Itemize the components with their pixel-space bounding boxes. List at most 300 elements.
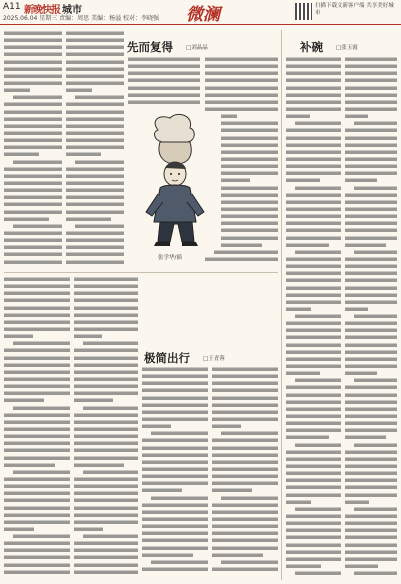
text-line [128, 77, 200, 84]
text-line [345, 299, 397, 306]
text-line [66, 37, 124, 44]
text-line [212, 473, 278, 480]
article-title-2: 补碗 [300, 40, 323, 54]
text-line [74, 526, 103, 533]
text-line [286, 499, 311, 506]
text-line [4, 412, 70, 419]
text-line [286, 549, 341, 556]
text-line [345, 392, 397, 399]
text-line [286, 384, 341, 391]
qr-code-icon [295, 3, 312, 20]
text-line [4, 297, 70, 304]
text-line [74, 312, 138, 319]
text-line [142, 366, 208, 373]
text-line [66, 144, 124, 151]
text-line [4, 312, 70, 319]
article-3-column-1 [4, 276, 70, 578]
text-line [4, 66, 62, 73]
text-line [212, 509, 278, 516]
text-line [345, 463, 397, 470]
text-line [221, 495, 278, 502]
text-line [4, 305, 70, 312]
text-line [74, 440, 138, 447]
text-line [142, 487, 182, 494]
text-line [66, 51, 124, 58]
text-line [74, 455, 138, 462]
text-line [345, 420, 397, 427]
article-3-column-4 [212, 366, 278, 578]
text-line [4, 526, 34, 533]
text-line [142, 552, 193, 559]
text-line [142, 423, 171, 430]
text-line [4, 116, 62, 123]
text-line [212, 373, 278, 380]
text-line [74, 390, 138, 397]
text-line [345, 306, 368, 313]
text-line [66, 80, 124, 87]
text-line [142, 452, 208, 459]
text-line [286, 56, 341, 63]
text-line [74, 355, 138, 362]
text-line [212, 516, 278, 523]
article-title-1: 先而复得 [127, 40, 173, 54]
text-line [345, 456, 397, 463]
article-1-column-1 [4, 30, 62, 268]
text-line [66, 59, 124, 66]
text-line [4, 151, 39, 158]
text-line [345, 370, 377, 377]
text-line [212, 502, 278, 509]
text-line [66, 151, 101, 158]
text-line [75, 159, 124, 166]
text-line [142, 395, 208, 402]
text-line [345, 527, 397, 534]
text-line [295, 185, 341, 192]
text-line [13, 340, 70, 347]
text-line [66, 230, 124, 237]
text-line [4, 109, 62, 116]
text-line [4, 80, 62, 87]
text-line [4, 519, 70, 526]
text-line [74, 397, 113, 404]
text-line [286, 463, 341, 470]
text-line [286, 399, 341, 406]
text-line [142, 480, 208, 487]
article-author-2: □张玉霞 [336, 45, 358, 51]
text-line [205, 99, 278, 106]
text-line [212, 459, 278, 466]
text-line [4, 369, 70, 376]
text-line [354, 249, 397, 256]
text-line [286, 70, 341, 77]
text-line [286, 170, 341, 177]
text-line [345, 292, 397, 299]
text-line [345, 384, 397, 391]
text-line [142, 380, 208, 387]
text-line [74, 290, 138, 297]
text-line [4, 283, 70, 290]
text-line [295, 570, 341, 577]
text-line [214, 185, 278, 192]
text-line [345, 70, 397, 77]
text-line [345, 135, 397, 142]
text-line [66, 87, 92, 94]
article-1-column-3 [128, 56, 200, 108]
text-line [4, 540, 70, 547]
text-line [286, 206, 341, 213]
text-line [205, 85, 278, 92]
text-line [212, 452, 278, 459]
text-line [286, 334, 341, 341]
text-line [66, 244, 124, 251]
text-line [345, 349, 397, 356]
text-line [13, 405, 70, 412]
text-line [142, 566, 208, 573]
text-line [4, 562, 70, 569]
text-line [205, 56, 278, 63]
text-line [4, 569, 70, 576]
text-line [286, 227, 341, 234]
text-line [345, 449, 397, 456]
text-line [66, 180, 124, 187]
text-line [345, 199, 397, 206]
text-line [205, 92, 278, 99]
text-line [286, 456, 341, 463]
text-line [345, 492, 397, 499]
text-line [345, 556, 397, 563]
text-line [345, 220, 397, 227]
text-line [212, 445, 278, 452]
text-line [4, 51, 62, 58]
text-line [286, 92, 341, 99]
text-line [345, 270, 397, 277]
text-line [286, 434, 329, 441]
text-line [286, 156, 341, 163]
text-line [345, 170, 397, 177]
text-line [66, 123, 124, 130]
text-line [286, 292, 341, 299]
text-line [345, 542, 397, 549]
text-line [74, 297, 138, 304]
text-line [74, 326, 138, 333]
text-line [345, 413, 397, 420]
text-line [4, 187, 62, 194]
text-line [345, 206, 397, 213]
text-line [286, 370, 320, 377]
text-line [4, 180, 62, 187]
text-line [212, 395, 278, 402]
text-line [4, 383, 70, 390]
text-line [354, 185, 397, 192]
text-line [4, 276, 70, 283]
text-line [4, 137, 62, 144]
text-line [286, 263, 341, 270]
text-line [345, 92, 397, 99]
text-line [212, 416, 278, 423]
text-line [345, 256, 397, 263]
text-line [345, 277, 397, 284]
column-name: 微澜 [186, 5, 220, 25]
text-line [295, 313, 341, 320]
text-line [354, 313, 397, 320]
text-line [286, 163, 341, 170]
text-line [142, 373, 208, 380]
text-line [295, 120, 341, 127]
text-line [66, 66, 124, 73]
text-line [151, 559, 208, 566]
text-line [345, 406, 397, 413]
text-line [345, 520, 397, 527]
text-line [13, 223, 62, 230]
text-line [345, 285, 397, 292]
text-line [286, 270, 341, 277]
scan-prompt: 扫描下载文新客户端 共享美好城市 [315, 3, 394, 16]
text-line [286, 106, 341, 113]
text-line [286, 299, 341, 306]
text-line [4, 319, 70, 326]
text-line [74, 569, 138, 576]
text-line [345, 363, 397, 370]
text-line [4, 173, 62, 180]
text-line [205, 256, 278, 263]
text-line [4, 201, 62, 208]
text-line [286, 342, 341, 349]
text-line [345, 149, 397, 156]
text-line [4, 59, 62, 66]
text-line [286, 85, 341, 92]
text-line [4, 244, 62, 251]
page-number: A11 [3, 2, 21, 12]
text-line [286, 420, 341, 427]
text-line [74, 305, 138, 312]
text-line [4, 251, 62, 258]
text-line [295, 377, 341, 384]
text-line [142, 509, 208, 516]
text-line [286, 534, 341, 541]
text-line [212, 537, 278, 544]
text-line [142, 523, 208, 530]
column-divider [281, 30, 282, 580]
text-line [286, 327, 341, 334]
text-line [286, 199, 341, 206]
text-line [286, 406, 341, 413]
text-line [286, 177, 320, 184]
text-line [4, 44, 62, 51]
text-line [83, 405, 138, 412]
text-line [286, 77, 341, 84]
text-line [286, 127, 341, 134]
text-line [345, 434, 386, 441]
text-line [212, 566, 278, 573]
text-line [345, 399, 397, 406]
text-line [212, 437, 278, 444]
text-line [13, 94, 62, 101]
article-3-column-2 [74, 276, 138, 578]
text-line [345, 177, 377, 184]
text-line [74, 512, 138, 519]
text-line [83, 533, 138, 540]
text-line [4, 30, 62, 37]
text-line [345, 477, 397, 484]
text-line [345, 156, 397, 163]
text-line [286, 192, 341, 199]
text-line [74, 362, 138, 369]
text-line [345, 563, 378, 570]
article-2-column-1 [286, 56, 341, 578]
text-line [286, 135, 341, 142]
text-line [66, 216, 111, 223]
text-line [66, 130, 124, 137]
text-line [66, 173, 124, 180]
text-line [74, 554, 138, 561]
text-line [128, 70, 200, 77]
text-line [4, 237, 62, 244]
text-line [286, 542, 341, 549]
text-line [212, 409, 278, 416]
text-line [142, 416, 208, 423]
text-line [212, 530, 278, 537]
text-line [4, 259, 62, 266]
text-line [66, 251, 124, 258]
text-line [74, 462, 124, 469]
article-2-column-2 [345, 56, 397, 578]
text-line [212, 387, 278, 394]
text-line [221, 559, 278, 566]
text-line [74, 412, 138, 419]
text-line [345, 470, 397, 477]
text-line [286, 413, 341, 420]
text-line [66, 166, 124, 173]
text-line [286, 277, 341, 284]
illustration [130, 112, 221, 249]
text-line [128, 56, 200, 63]
text-line [212, 423, 241, 430]
text-line [74, 376, 138, 383]
text-line [295, 442, 341, 449]
text-line [142, 459, 208, 466]
text-line [286, 113, 310, 120]
text-line [74, 447, 138, 454]
text-line [4, 505, 70, 512]
text-line [354, 120, 397, 127]
text-line [205, 63, 278, 70]
text-line [75, 223, 124, 230]
text-line [4, 101, 62, 108]
text-line [345, 263, 397, 270]
text-line [74, 433, 138, 440]
text-line [205, 77, 278, 84]
text-line [345, 334, 397, 341]
text-line [345, 227, 397, 234]
text-line [74, 369, 138, 376]
text-line [345, 342, 397, 349]
text-line [13, 159, 62, 166]
text-line [345, 320, 397, 327]
text-line [286, 356, 341, 363]
text-line [212, 366, 278, 373]
text-line [66, 201, 124, 208]
text-line [142, 530, 208, 537]
article-3-column-3 [142, 366, 208, 578]
text-line [345, 242, 386, 249]
text-line [345, 56, 397, 63]
article-author-3: □王青蓉 [203, 356, 225, 362]
text-line [286, 285, 341, 292]
text-line [142, 466, 208, 473]
text-line [66, 73, 124, 80]
text-line [74, 333, 102, 340]
text-line [4, 455, 70, 462]
text-line [74, 505, 138, 512]
text-line [4, 490, 70, 497]
text-line [75, 94, 124, 101]
text-line [4, 333, 33, 340]
text-line [286, 427, 341, 434]
text-line [345, 427, 397, 434]
text-line [212, 380, 278, 387]
text-line [66, 237, 124, 244]
text-line [214, 249, 278, 256]
text-line [4, 37, 62, 44]
date-line: 2025.06.04 星期三 责编：周思 美编：杨溢 校对：李晓强 [3, 15, 159, 22]
section-divider [4, 272, 278, 273]
text-line [345, 99, 397, 106]
text-line [66, 187, 124, 194]
text-line [345, 327, 397, 334]
text-line [286, 563, 321, 570]
text-line [74, 519, 138, 526]
text-line [286, 477, 341, 484]
text-line [4, 194, 62, 201]
text-line [74, 483, 138, 490]
text-line [295, 249, 341, 256]
text-line [286, 242, 329, 249]
text-line [4, 87, 30, 94]
text-line [74, 383, 138, 390]
text-line [345, 63, 397, 70]
text-line [4, 512, 70, 519]
text-line [354, 377, 397, 384]
text-line [286, 349, 341, 356]
text-line [74, 319, 138, 326]
text-line [66, 209, 124, 216]
text-line [286, 527, 341, 534]
text-line [74, 547, 138, 554]
text-line [4, 347, 70, 354]
text-line [205, 70, 278, 77]
text-line [212, 466, 278, 473]
text-line [4, 73, 62, 80]
text-line [4, 419, 70, 426]
text-line [142, 516, 208, 523]
text-line [4, 547, 70, 554]
text-line [66, 44, 124, 51]
text-line [345, 484, 397, 491]
text-line [151, 430, 208, 437]
text-line [4, 397, 44, 404]
text-line [13, 533, 70, 540]
text-line [286, 63, 341, 70]
text-line [4, 497, 70, 504]
text-line [66, 194, 124, 201]
text-line [345, 85, 397, 92]
text-line [142, 473, 208, 480]
text-line [212, 523, 278, 530]
text-line [212, 552, 263, 559]
text-line [286, 470, 341, 477]
text-line [142, 545, 208, 552]
paper-logo: 新晚快报 [24, 5, 60, 16]
